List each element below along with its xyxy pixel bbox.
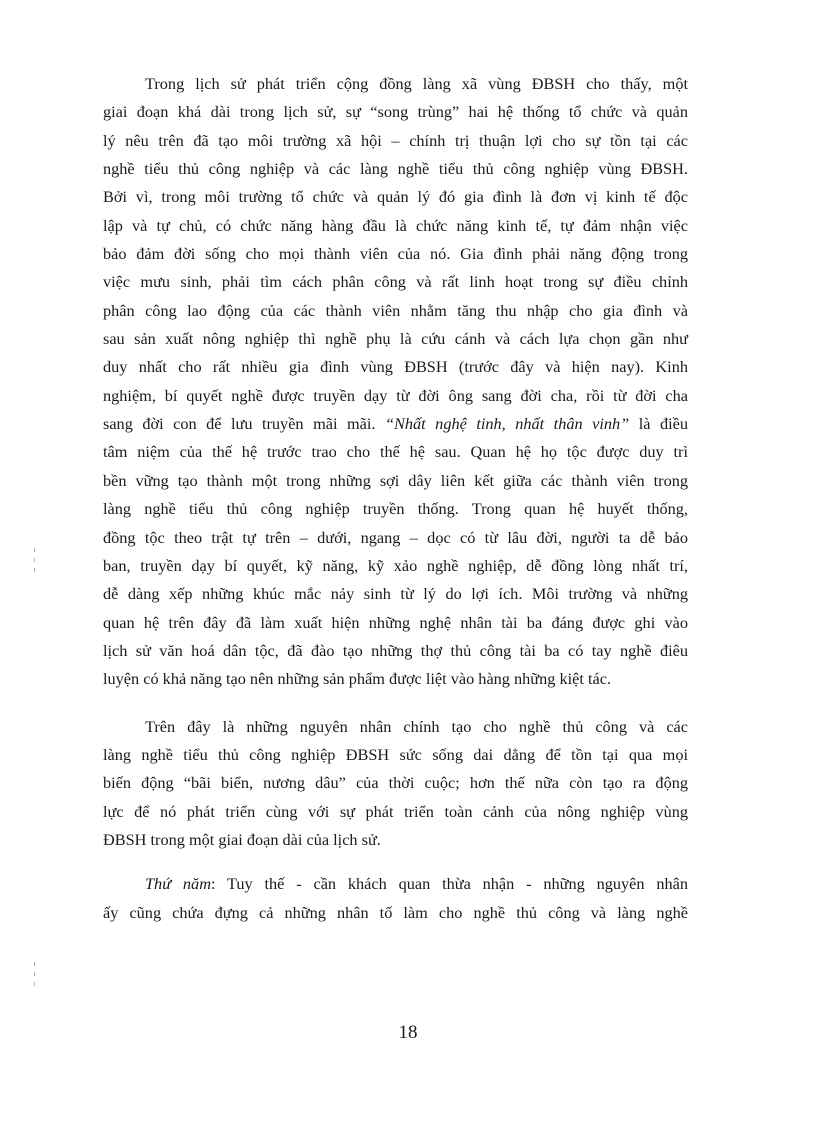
text-line [103, 870, 688, 898]
text-line: duy nhất cho rất nhiều gia đình vùng ĐBSH (trước đây và hiện nay). Kinh [103, 357, 688, 377]
text-line: phân công lao động của các thành viên nhằm tăng thu nhập cho gia đình và [103, 300, 688, 320]
text-line: lịch sử văn hoá dân tộc, đã đào tạo những thợ thủ công tài ba có tay nghề điêu [103, 640, 688, 660]
text-line: ban, truyền dạy bí quyết, kỹ năng, kỹ xảo nghề nghiệp, dễ đồng lòng nhất trí, [103, 555, 688, 575]
text-line: bền vững tạo thành một trong những sợi dây liên kết giữa các thành viên trong [103, 470, 688, 490]
text-line: dễ dàng xếp những khúc mắc nảy sinh từ lý do lợi ích. Môi trường và những [103, 584, 688, 604]
text-line: Trong lịch sử phát triển cộng đồng làng xã vùng ĐBSH cho thấy, một [145, 74, 688, 93]
text-line: quan hệ trên đây đã làm xuất hiện những nghệ nhân tài ba đáng được ghi vào [103, 612, 688, 632]
text-line: bảo đảm đời sống cho mọi thành viên của nó. Gia đình phải năng động trong [103, 244, 688, 264]
text-line: giai đoạn khá dài trong lịch sử, sự “song trùng” hai hệ thống tổ chức và quản [103, 102, 688, 122]
text-line: lý nêu trên đã tạo môi trường xã hội – chính trị thuận lợi cho sự tồn tại các [103, 130, 688, 150]
text-line: việc mưu sinh, phải tìm cách phân công và rất linh hoạt trong sự điều chỉnh [103, 272, 688, 292]
text-line: ấy cũng chứa đựng cả những nhân tố làm cho nghề thủ công và làng nghề [103, 902, 688, 922]
text-line: lực để nó phát triển cùng với sự phát triển toàn cảnh của nông nghiệp vùng [103, 801, 688, 821]
text-line: lập và tự chủ, có chức năng hàng đầu là chức năng kinh tế, tự đảm nhận việc [103, 215, 688, 235]
text-run: là điều [629, 414, 688, 434]
text-line: làng nghề tiểu thủ công nghiệp ĐBSH sức sống dai dẳng để tồn tại qua mọi [103, 744, 688, 764]
margin-mark [33, 548, 36, 578]
text-line: Bởi vì, trong môi trường tổ chức và quản lý đó gia đình là đơn vị kinh tế độc [103, 187, 688, 207]
margin-mark [33, 962, 36, 992]
text-line: biến động “bãi biển, nương dâu” của thời cuộc; hơn thế nữa còn tạo ra động [103, 773, 688, 793]
text-line: tâm niệm của thế hệ trước trao cho thế hệ sau. Quan hệ họ tộc được duy trì [103, 442, 688, 462]
text-line: ĐBSH trong một giai đoạn dài của lịch sử. [103, 829, 381, 849]
text-run: sang đời con để lưu truyền mãi mãi. [103, 414, 385, 434]
paragraph-1 [103, 70, 688, 694]
section-lead-italic: Thứ năm [145, 874, 211, 894]
text-line: đồng tộc theo trật tự trên – dưới, ngang – dọc có từ lâu đời, người ta dễ bảo [103, 527, 688, 547]
body-text [103, 70, 688, 927]
text-run: : Tuy thế - cần khách quan thừa nhận - những nguyên nhân [210, 874, 689, 894]
text-line: làng nghề tiểu thủ công nghiệp truyền thống. Trong quan hệ huyết thống, [103, 499, 688, 519]
text-line: sau sản xuất nông nghiệp thì nghề phụ là cứu cánh và cách lựa chọn gần như [103, 329, 688, 349]
page-number: 18 [398, 1022, 418, 1043]
text-line: nghề tiểu thủ công nghiệp và các làng nghề tiểu thủ công nghiệp vùng ĐBSH. [103, 159, 688, 179]
text-line: nghiệm, bí quyết nghề được truyền dạy từ đời ông sang đời cha, rồi từ đời cha [103, 385, 688, 405]
text-line [103, 410, 688, 438]
paragraph-2 [103, 713, 688, 855]
text-line: luyện có khả năng tạo nên những sản phẩm được liệt vào hàng những kiệt tác. [103, 669, 612, 689]
text-line: Trên đây là những nguyên nhân chính tạo cho nghề thủ công và các [145, 716, 688, 736]
paragraph-3 [103, 870, 688, 927]
proverb-italic: “Nhất nghệ tinh, nhất thân vinh” [384, 414, 630, 434]
